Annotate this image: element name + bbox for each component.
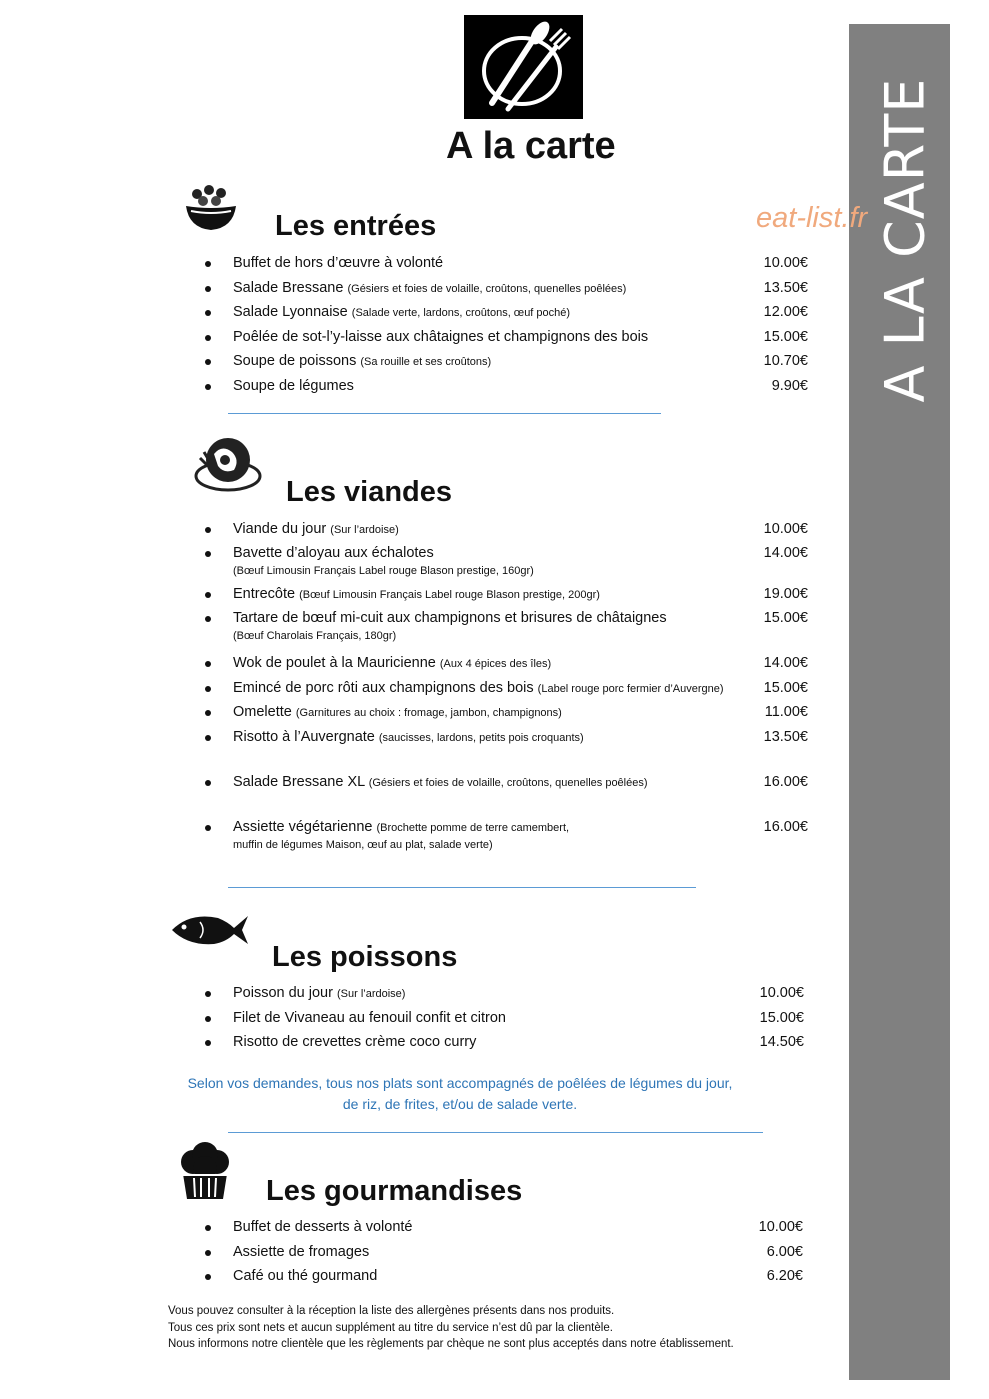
salad-bowl-icon <box>183 184 239 237</box>
bullet <box>205 335 211 341</box>
side-banner-text: A LA CARTE <box>873 77 937 403</box>
fish-icon <box>170 910 250 955</box>
bullet <box>205 735 211 741</box>
page-title: A la carte <box>446 125 616 167</box>
bullet <box>205 286 211 292</box>
bullet <box>205 592 211 598</box>
item-price: 10.70€ <box>763 353 808 369</box>
item-price: 6.20€ <box>766 1268 803 1284</box>
bullet <box>205 310 211 316</box>
bullet <box>205 825 211 831</box>
bullet <box>205 780 211 786</box>
item-price: 15.00€ <box>763 610 808 626</box>
item-price: 10.00€ <box>758 1219 803 1235</box>
watermark: eat-list.fr <box>756 202 868 234</box>
item-price: 6.00€ <box>766 1244 803 1260</box>
section-divider <box>228 413 661 414</box>
item-price: 14.00€ <box>763 655 808 671</box>
item-price: 10.00€ <box>759 985 804 1001</box>
section-title-viandes: Les viandes <box>286 476 453 508</box>
item-price: 13.50€ <box>763 729 808 745</box>
section-title-poissons: Les poissons <box>272 941 458 973</box>
bullet <box>205 710 211 716</box>
section-title-entrees: Les entrées <box>275 210 437 242</box>
bullet <box>205 359 211 365</box>
section-title-gourmandises: Les gourmandises <box>266 1175 523 1207</box>
item-price: 14.00€ <box>763 545 808 561</box>
item-price: 15.00€ <box>763 329 808 345</box>
bullet <box>205 551 211 557</box>
bullet <box>205 991 211 997</box>
item-price: 14.50€ <box>759 1034 804 1050</box>
bullet <box>205 1250 211 1256</box>
item-price: 9.90€ <box>771 378 808 394</box>
cutlery-logo-icon <box>464 15 583 119</box>
bullet <box>205 661 211 667</box>
item-price: 19.00€ <box>763 586 808 602</box>
item-price: 16.00€ <box>763 819 808 835</box>
bullet <box>205 384 211 390</box>
bullet <box>205 1274 211 1280</box>
item-price: 11.00€ <box>764 704 808 720</box>
bullet <box>205 616 211 622</box>
bullet <box>205 261 211 267</box>
item-price: 15.00€ <box>763 680 808 696</box>
item-price: 10.00€ <box>763 521 808 537</box>
bullet <box>205 1225 211 1231</box>
item-price: 10.00€ <box>763 255 808 271</box>
section-divider <box>228 1132 763 1133</box>
section-divider <box>228 887 696 888</box>
item-price: 13.50€ <box>763 280 808 296</box>
cupcake-icon <box>175 1142 235 1205</box>
bullet <box>205 1016 211 1022</box>
footer-notes: Vous pouvez consulter à la réception la liste des allergènes présents dans nos produits. Tous ces prix sont nets et aucun supplément au titre du service n’est dû par la clientèle. Nous informons notre clientèle que les règlements par chèque ne sont plus acceptés dans notre établissement. <box>168 1305 734 1350</box>
accompaniment-note: Selon vos demandes, tous nos plats sont accompagnés de poêlées de légumes du jour, de riz, de frites, et/ou de salade verte. <box>187 1075 733 1112</box>
bullet <box>205 1040 211 1046</box>
item-price: 15.00€ <box>759 1010 804 1026</box>
meat-plate-icon <box>194 430 262 499</box>
bullet <box>205 686 211 692</box>
bullet <box>205 527 211 533</box>
item-price: 12.00€ <box>763 304 808 320</box>
item-price: 16.00€ <box>763 774 808 790</box>
